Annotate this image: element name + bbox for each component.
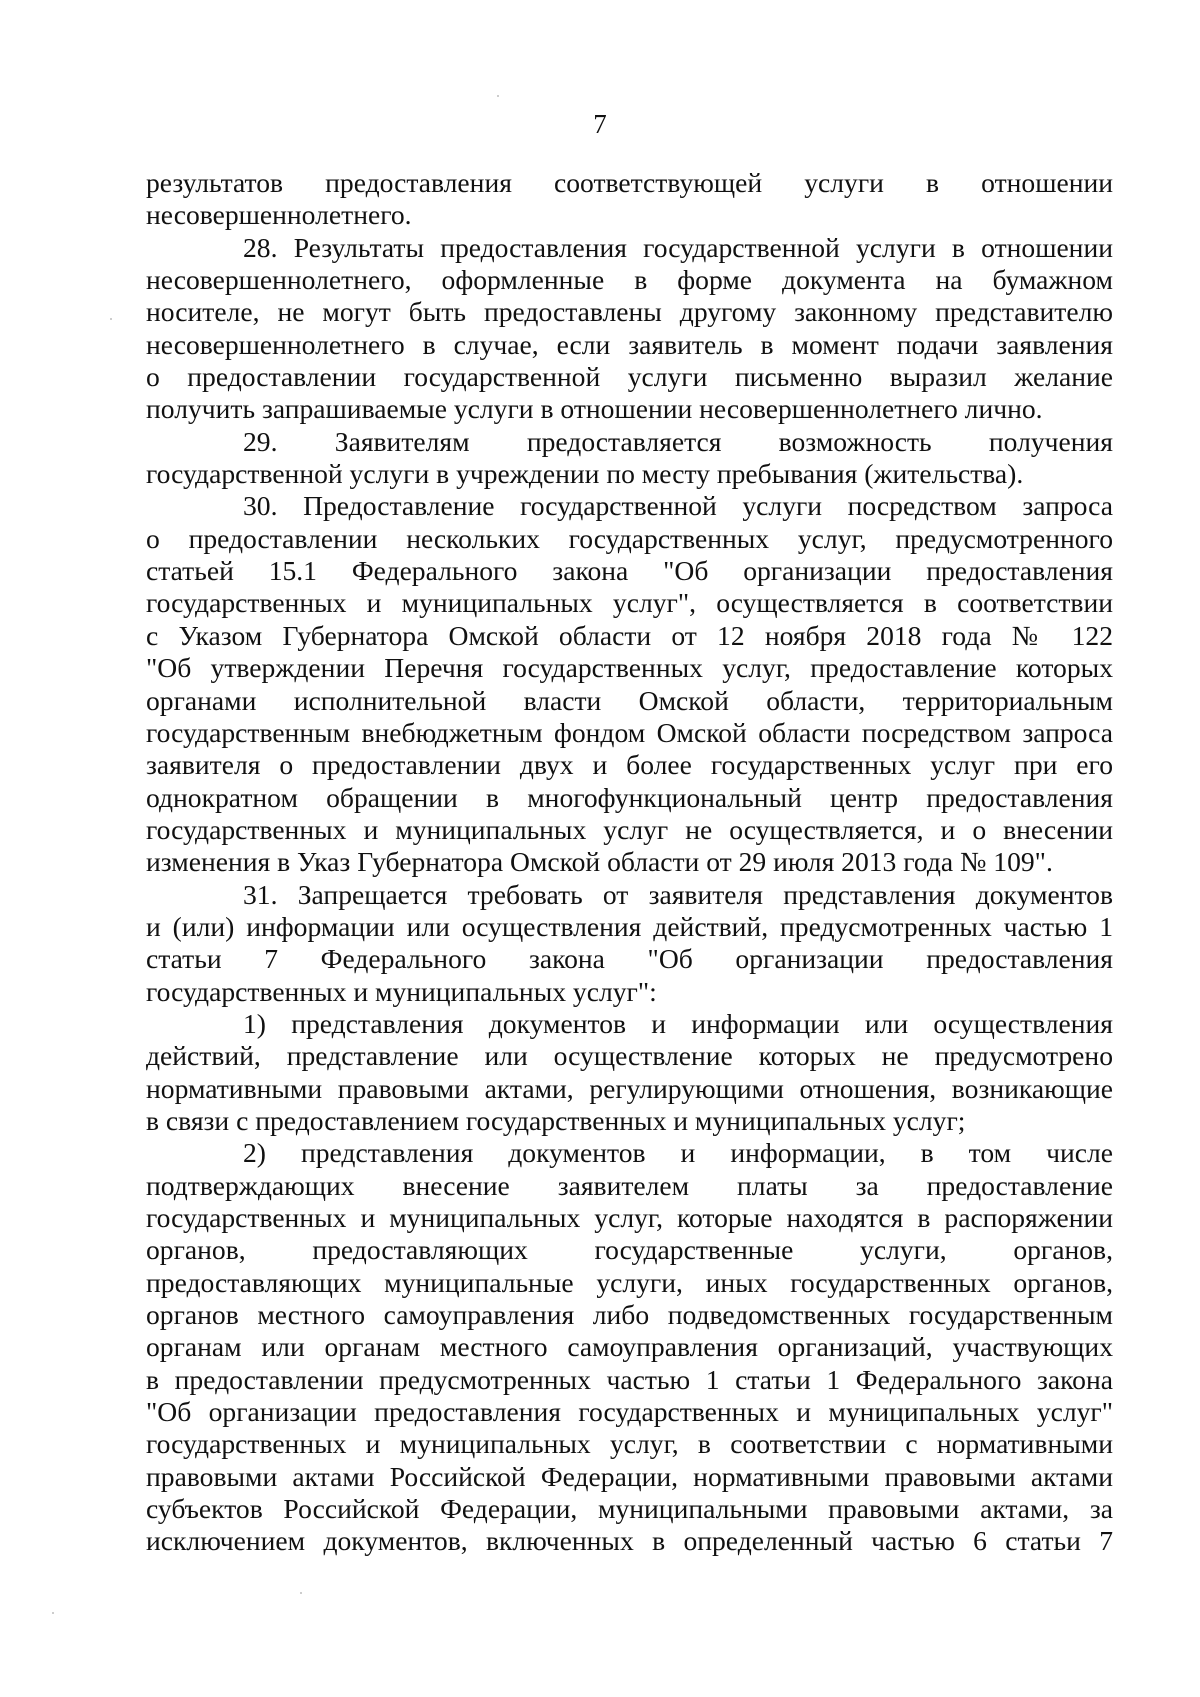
text-line: субъектов Российской Федерации, муниципальными правовыми актами, за xyxy=(146,1493,1113,1525)
text-line: и (или) информации или осуществления действий, предусмотренных частью 1 xyxy=(146,910,1113,942)
text-line: предоставляющих муниципальные услуги, иных государственных органов, xyxy=(146,1266,1113,1298)
text-line: 30. Предоставление государственной услуги посредством запроса xyxy=(243,490,1113,522)
scan-speck xyxy=(52,1612,54,1614)
text-line: государственных и муниципальных услуг, которые находятся в распоряжении xyxy=(146,1202,1113,1233)
text-line: статьей 15.1 Федерального закона "Об организации предоставления xyxy=(146,555,1113,587)
scan-speck xyxy=(110,318,112,320)
text-line: органов местного самоуправления либо подведомственных государственным xyxy=(146,1299,1113,1331)
text-line: 1) представления документов и информации или осуществления xyxy=(243,1007,1113,1039)
text-line: "Об утверждении Перечня государственных услуг, предоставление которых xyxy=(146,652,1113,684)
text-line: несовершеннолетнего. xyxy=(146,199,412,231)
text-line: о предоставлении нескольких государственных услуг, предусмотренного xyxy=(146,522,1113,554)
text-line: исключением документов, включенных в определенный частью 6 статьи 7 xyxy=(146,1525,1113,1557)
text-line: правовыми актами Российской Федерации, нормативными правовыми актами xyxy=(146,1460,1113,1492)
text-line: государственных и муниципальных услуг, в соответствии с нормативными xyxy=(146,1428,1113,1460)
text-line: органов, предоставляющих государственные услуги, органов, xyxy=(146,1234,1113,1266)
scan-speck xyxy=(300,1592,302,1594)
text-line: государственной услуги в учреждении по месту пребывания (жительства). xyxy=(146,458,1024,490)
text-line: несовершеннолетнего в случае, если заявитель в момент подачи заявления xyxy=(146,328,1113,360)
text-line: изменения в Указ Губернатора Омской области от 29 июля 2013 года № 109". xyxy=(146,846,1053,878)
text-line: 2) представления документов и информации, в том числе xyxy=(243,1137,1113,1169)
document-body xyxy=(146,167,1113,1558)
text-line: заявителя о предоставлении двух и более государственных услуг при его xyxy=(146,749,1113,781)
text-line: однократном обращении в многофункциональный центр предоставления xyxy=(146,781,1113,813)
text-line: несовершеннолетнего, оформленные в форме документа на бумажном xyxy=(146,264,1113,296)
text-line: в связи с предоставлением государственных и муниципальных услуг; xyxy=(146,1104,966,1136)
text-line: органам или органам местного самоуправления организаций, участвующих xyxy=(146,1331,1113,1363)
text-line: носителе, не могут быть предоставлены другому законному представителю xyxy=(146,296,1113,328)
text-line: 29. Заявителям предоставляется возможность получения xyxy=(243,425,1113,457)
text-line: "Об организации предоставления государственных и муниципальных услуг" xyxy=(146,1396,1113,1428)
text-line: о предоставлении государственной услуги письменно выразил желание xyxy=(146,361,1113,393)
text-line: 28. Результаты предоставления государственной услуги в отношении xyxy=(243,231,1113,263)
text-line: государственных и муниципальных услуг", осуществляется в соответствии xyxy=(146,587,1113,619)
text-line: действий, представление или осуществление которых не предусмотрено xyxy=(146,1040,1113,1072)
page-number: 7 xyxy=(593,109,607,139)
text-line: органами исполнительной власти Омской области, территориальным xyxy=(146,684,1113,716)
text-line: статьи 7 Федерального закона "Об организации предоставления xyxy=(146,943,1113,975)
text-line: в предоставлении предусмотренных частью 1 статьи 1 Федерального закона xyxy=(146,1363,1113,1395)
scan-speck xyxy=(497,95,499,97)
text-line: подтверждающих внесение заявителем платы за предоставление xyxy=(146,1169,1113,1201)
text-line: нормативными правовыми актами, регулирующими отношения, возникающие xyxy=(146,1072,1113,1104)
text-line: с Указом Губернатора Омской области от 12 ноября 2018 года № 122 xyxy=(146,619,1113,651)
text-line: государственным внебюджетным фондом Омской области посредством запроса xyxy=(146,716,1113,748)
text-line: результатов предоставления соответствующей услуги в отношении xyxy=(146,167,1113,198)
text-line: государственных и муниципальных услуг": xyxy=(146,975,657,1007)
text-line: получить запрашиваемые услуги в отношении несовершеннолетнего лично. xyxy=(146,393,1043,425)
text-line: государственных и муниципальных услуг не осуществляется, и о внесении xyxy=(146,813,1113,845)
text-line: 31. Запрещается требовать от заявителя представления документов xyxy=(243,878,1113,910)
